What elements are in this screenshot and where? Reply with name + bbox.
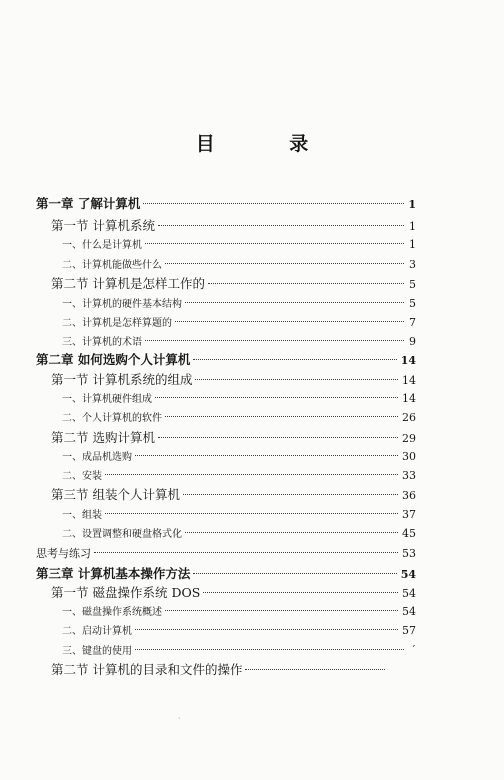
- toc-dot-leader: [193, 572, 396, 574]
- toc-entry-title: 思考与练习: [36, 547, 91, 560]
- toc-entry-page: 9: [409, 335, 416, 348]
- toc-entry-title: 一、计算机硬件组成: [62, 394, 152, 405]
- toc-entry-title: 二、安装: [62, 471, 102, 482]
- toc-entry: [62, 333, 416, 351]
- toc-dot-leader: [208, 282, 404, 284]
- toc-dot-leader: [155, 396, 398, 398]
- toc-entry: [51, 486, 416, 504]
- toc-entry: [62, 409, 416, 427]
- toc-entry: [62, 236, 416, 254]
- toc-dot-leader: [158, 224, 404, 226]
- toc-entry: [62, 295, 416, 313]
- toc-entry: [62, 448, 416, 466]
- toc-dot-leader: [105, 512, 398, 514]
- toc-entry-page: 7: [409, 316, 416, 329]
- toc-entry-page: 45: [402, 527, 416, 540]
- toc-entry-title: 第二节 选购计算机: [51, 430, 155, 445]
- toc-entry: [62, 622, 416, 640]
- toc-entry-title: 二、个人计算机的软件: [62, 413, 162, 424]
- toc-entry: [36, 545, 416, 563]
- toc-entry-title: 第二节 计算机的目录和文件的操作: [51, 662, 243, 677]
- toc-entry-title: 三、计算机的术语: [62, 337, 142, 348]
- toc-entry-page: 14: [402, 392, 416, 405]
- toc-entry-title: 第三节 组装个人计算机: [51, 487, 180, 502]
- toc-entry-title: 一、成品机选购: [62, 452, 132, 463]
- toc-entry-page: 53: [402, 547, 416, 560]
- toc-entry-title: 第二章 如何选购个人计算机: [36, 352, 191, 367]
- toc-entry-title: 一、什么是计算机: [62, 240, 142, 251]
- toc-entry-page: 1: [409, 220, 416, 233]
- toc-entry: [51, 429, 416, 447]
- toc-dot-leader: [165, 262, 404, 264]
- toc-entry-title: 三、键盘的使用: [62, 646, 132, 657]
- toc-dot-leader: [135, 648, 404, 650]
- toc-dot-leader: [185, 301, 404, 303]
- toc-entry-page: 33: [402, 469, 416, 482]
- toc-entry-page: 1: [408, 198, 416, 211]
- toc-entry-page: 54: [402, 605, 416, 618]
- toc-dot-leader: [193, 358, 396, 360]
- toc-entry-title: 第三章 计算机基本操作方法: [36, 566, 191, 581]
- toc-entry-page: 3: [409, 258, 416, 271]
- toc-entry: [51, 217, 416, 235]
- scan-speck: ·: [178, 714, 181, 723]
- toc-entry-title: 二、计算机是怎样算题的: [62, 318, 172, 329]
- toc-entry-title: 第一节 计算机系统: [51, 218, 155, 233]
- toc-dot-leader: [175, 320, 404, 322]
- toc-entry-title: 二、计算机能做些什么: [62, 260, 162, 271]
- toc-dot-leader: [135, 628, 398, 630]
- toc-entry-title: 二、启动计算机: [62, 626, 132, 637]
- toc-entry-title: 一、组装: [62, 510, 102, 521]
- toc-dot-leader: [105, 473, 398, 475]
- toc-entry: [51, 661, 397, 679]
- toc-entry: [62, 525, 416, 543]
- toc-dot-leader: [195, 378, 398, 380]
- toc-entry: [62, 603, 416, 621]
- toc-dot-leader: [143, 202, 404, 204]
- toc-entry-page: 5: [409, 278, 416, 291]
- toc-entry: [62, 467, 416, 485]
- toc-entry: [36, 351, 416, 369]
- toc-entry-page: 26: [402, 411, 416, 424]
- toc-dot-leader: [165, 415, 398, 417]
- toc-entry-page: 57: [402, 624, 416, 637]
- toc-entry-title: 二、设置调整和硬盘格式化: [62, 529, 182, 540]
- toc-entry-page: 14: [402, 374, 416, 387]
- toc-entry-page: 36: [402, 489, 416, 502]
- toc-dot-leader: [165, 609, 398, 611]
- toc-dot-leader: [145, 339, 404, 341]
- toc-entry: [62, 506, 416, 524]
- toc-entry-page: 37: [402, 508, 416, 521]
- toc-entry-page: 5: [409, 297, 416, 310]
- toc-entry-page: ´: [410, 644, 416, 657]
- toc-dot-leader: [185, 531, 398, 533]
- toc-entry: [51, 275, 416, 293]
- toc-entry-page: 54: [402, 587, 416, 600]
- toc-entry: [51, 584, 416, 602]
- toc-entry: [62, 390, 416, 408]
- toc-entry: [36, 565, 416, 583]
- toc-entry: [62, 642, 416, 660]
- toc-entry-page: 1: [409, 238, 416, 251]
- toc-entry-page: 14: [400, 354, 416, 367]
- toc-entry: [51, 371, 416, 389]
- toc-dot-leader: [183, 493, 398, 495]
- toc-dot-leader: [94, 551, 398, 553]
- toc-entry-title: 第一章 了解计算机: [36, 196, 141, 211]
- toc-dot-leader: [245, 668, 385, 670]
- toc-entry-title: 第二节 计算机是怎样工作的: [51, 276, 205, 291]
- toc-dot-leader: [158, 436, 398, 438]
- toc-entry: [62, 314, 416, 332]
- toc-entry: [62, 256, 416, 274]
- toc-dot-leader: [145, 242, 404, 244]
- toc-entry: [36, 195, 416, 213]
- page-title: 目 录: [195, 133, 343, 155]
- toc-dot-leader: [203, 591, 398, 593]
- toc-entry-page: 54: [400, 568, 416, 581]
- toc-entry-title: 第一节 磁盘操作系统 DOS: [51, 585, 201, 600]
- toc-entry-title: 一、磁盘操作系统概述: [62, 607, 162, 618]
- toc-entry-title: 第一节 计算机系统的组成: [51, 372, 193, 387]
- toc-dot-leader: [135, 454, 398, 456]
- toc-entry-page: 29: [402, 432, 416, 445]
- toc-entry-page: 30: [402, 450, 416, 463]
- toc-entry-title: 一、计算机的硬件基本结构: [62, 299, 182, 310]
